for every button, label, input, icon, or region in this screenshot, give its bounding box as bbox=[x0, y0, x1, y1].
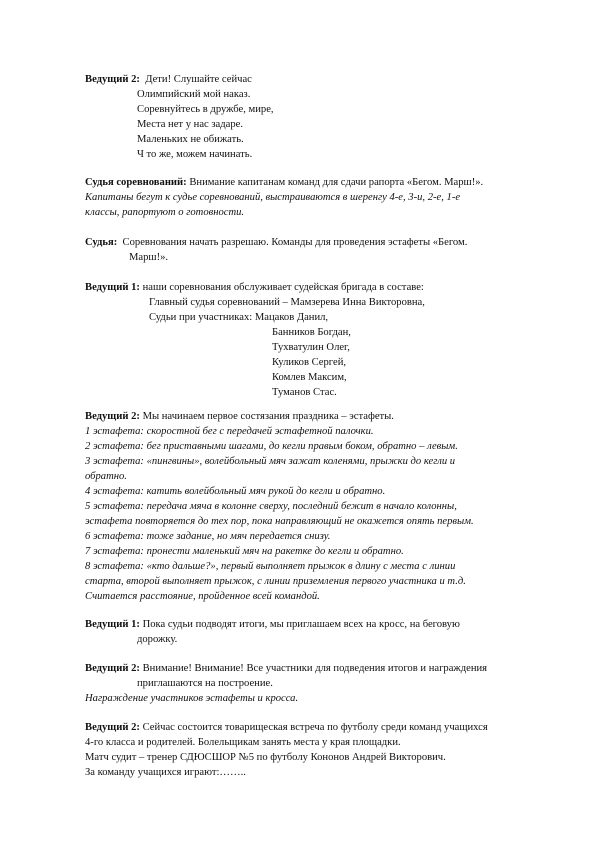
name-item: Туманов Стас. bbox=[272, 387, 337, 398]
paragraph-text: 4-го класса и родителей. Болельщикам занять места у края площадки. bbox=[85, 737, 401, 748]
paragraph-text: Мы начинаем первое состязания праздника – эстафеты. bbox=[142, 411, 394, 422]
poem-line: Соревнуйтесь в дружбе, мире, bbox=[137, 104, 274, 115]
block-awards bbox=[85, 661, 555, 706]
relay-item: обратно. bbox=[85, 471, 127, 482]
relay-item: 1 эстафета: скоростной бег с передачей эстафетной палочки. bbox=[85, 426, 374, 437]
speaker-label: Судья соревнований: bbox=[85, 177, 187, 188]
speaker-label: Ведущий 2: bbox=[85, 722, 140, 733]
paragraph-text: Внимание! Внимание! Все участники для подведения итогов и награждения bbox=[142, 663, 488, 674]
stage-direction: классы, рапортуют о готовности. bbox=[85, 207, 245, 218]
relay-item: 6 эстафета: тоже задание, но мяч передается снизу. bbox=[85, 531, 331, 542]
paragraph-text: Соревнования начать разрешаю. Команды для проведения эстафеты «Бегом. bbox=[122, 237, 468, 248]
relay-item: 5 эстафета: передача мяча в колонне сверху, последний бежит в начало колонны, bbox=[85, 501, 457, 512]
name-item: Куликов Сергей, bbox=[272, 357, 347, 368]
paragraph-text: приглашаются на построение. bbox=[137, 678, 273, 689]
paragraph-text: Главный судья соревнований – Мамзерева Инна Викторовна, bbox=[149, 297, 425, 308]
relay-item: 2 эстафета: бег приставными шагами, до кегли правым боком, обратно – левым. bbox=[85, 441, 458, 452]
paragraph-text: Сейчас состоится товарищеская встреча по футболу среди команд учащихся bbox=[142, 722, 488, 733]
poem-line: Маленьких не обижать. bbox=[137, 134, 244, 145]
paragraph-text: Матч судит – тренер СДЮСШОР №5 по футболу Кононов Андрей Викторович. bbox=[85, 752, 446, 763]
paragraph-text: За команду учащихся играют:…….. bbox=[85, 767, 246, 778]
relay-item: Считается расстояние, пройденное всей командой. bbox=[85, 591, 320, 602]
paragraph-text: Марш!». bbox=[129, 252, 169, 263]
block-football bbox=[85, 720, 555, 780]
name-item: Банников Богдан, bbox=[272, 327, 351, 338]
name-item: Тухватулин Олег, bbox=[272, 342, 350, 353]
speaker-label: Ведущий 1: bbox=[85, 282, 140, 293]
speaker-label: Судья: bbox=[85, 237, 118, 248]
block-relays bbox=[85, 409, 555, 604]
speaker-label: Ведущий 2: bbox=[85, 663, 140, 674]
relay-item: 7 эстафета: пронести маленький мяч на ракетке до кегли и обратно. bbox=[85, 546, 404, 557]
block-referee-team bbox=[85, 280, 555, 325]
paragraph-text: дорожку. bbox=[137, 634, 178, 645]
relay-item: 4 эстафета: катить волейбольный мяч рукой до кегли и обратно. bbox=[85, 486, 386, 497]
block-judge-permission bbox=[85, 235, 555, 265]
speaker-label: Ведущий 2: bbox=[85, 411, 140, 422]
poem-lines bbox=[137, 87, 274, 162]
block-judge-announcement bbox=[85, 175, 555, 220]
poem-line: Ч то же, можем начинать. bbox=[137, 149, 253, 160]
paragraph-text: Пока судьи подводят итоги, мы приглашаем всех на кросс, на беговую bbox=[142, 619, 460, 630]
referee-names bbox=[272, 325, 351, 400]
speaker-label: Ведущий 2: bbox=[85, 74, 140, 85]
poem-first-line: Дети! Слушайте сейчас bbox=[145, 74, 252, 85]
block-host2-poem bbox=[85, 72, 555, 87]
relay-item: старта, второй выполняет прыжок, с линии приземления первого участника и т.д. bbox=[85, 576, 466, 587]
relay-item: 3 эстафета: «пингвины», волейбольный мяч зажат коленями, прыжки до кегли и bbox=[85, 456, 456, 467]
poem-line: Олимпийский мой наказ. bbox=[137, 89, 251, 100]
poem-line: Места нет у нас задаре. bbox=[137, 119, 243, 130]
paragraph-text: наши соревнования обслуживает судейская бригада в составе: bbox=[142, 282, 424, 293]
paragraph-text: Внимание капитанам команд для сдачи рапорта «Бегом. Марш!». bbox=[189, 177, 484, 188]
relay-item: 8 эстафета: «кто дальше?», первый выполняет прыжок в длину с места с линии bbox=[85, 561, 456, 572]
name-item: Комлев Максим, bbox=[272, 372, 347, 383]
paragraph-text: Судьи при участниках: Мацаков Данил, bbox=[149, 312, 329, 323]
relay-item: эстафета повторяется до тех пор, пока направляющий не окажется опять первым. bbox=[85, 516, 474, 527]
stage-direction: Капитаны бегут к судье соревнований, выстраиваются в шеренгу 4-е, 3-и, 2-е, 1-е bbox=[85, 192, 461, 203]
stage-direction: Награждение участников эстафеты и кросса. bbox=[85, 693, 299, 704]
block-cross-invite bbox=[85, 617, 555, 647]
speaker-label: Ведущий 1: bbox=[85, 619, 140, 630]
